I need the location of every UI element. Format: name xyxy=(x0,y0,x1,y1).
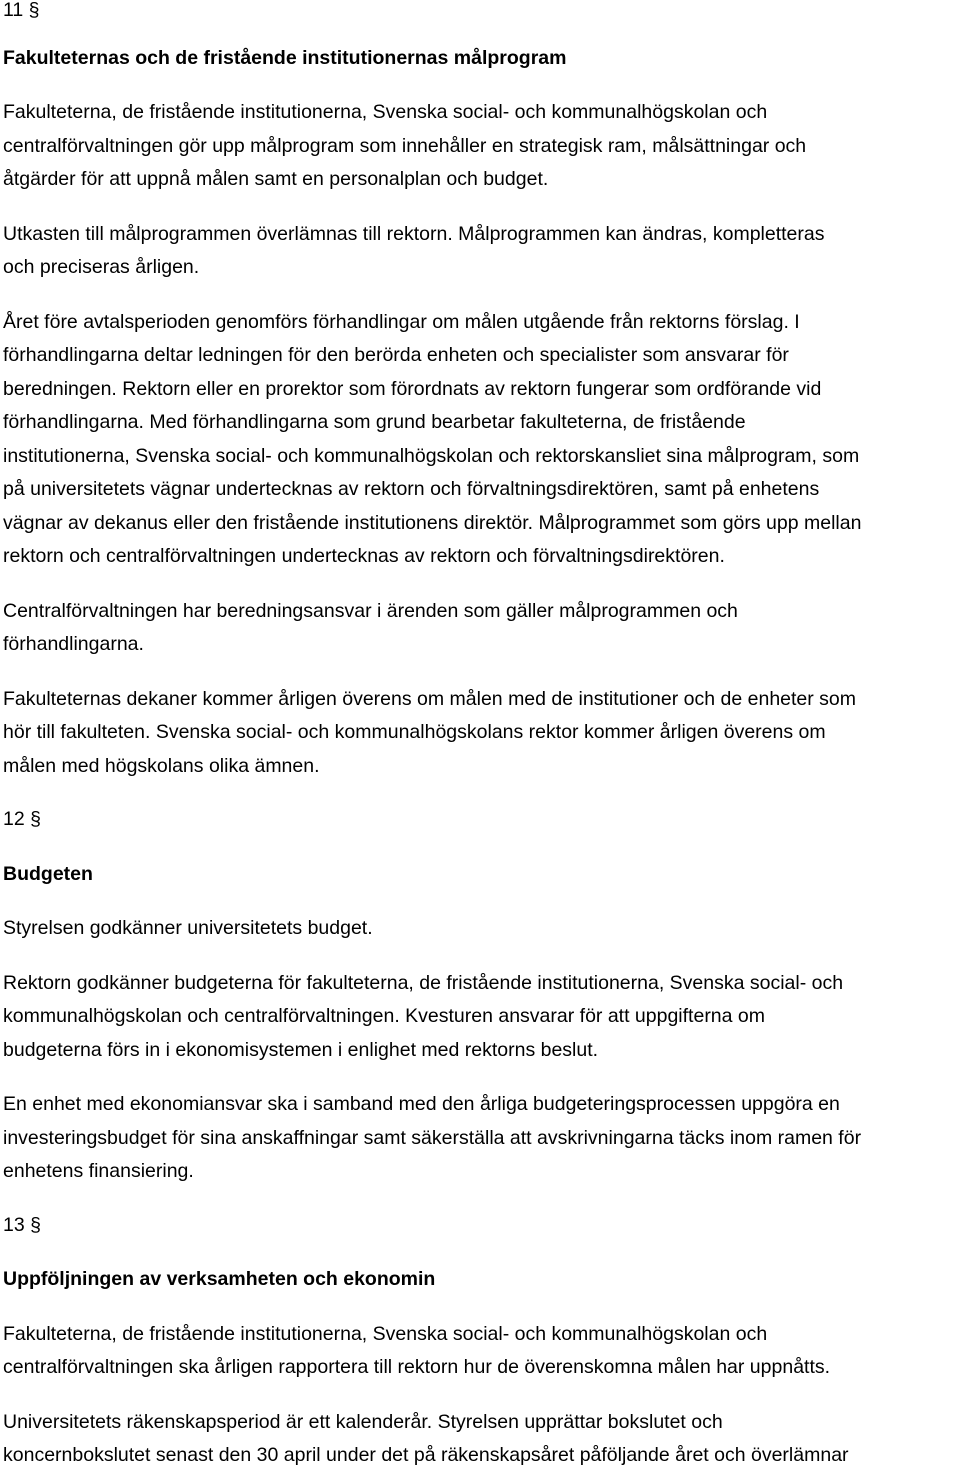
text-line: centralförvaltningen ska årligen rapportera till rektorn hur de överenskomna målen har uppnåtts. xyxy=(3,1356,831,1378)
text-line: vägnar av dekanus eller den fristående institutionens direktör. Målprogrammet som görs upp mellan xyxy=(3,511,862,534)
paragraph xyxy=(3,1406,955,1473)
paragraph xyxy=(3,683,955,784)
text-line: Utkasten till målprogrammen överlämnas till rektorn. Målprogrammen kan ändras, kompletteras xyxy=(3,222,825,245)
text-line: Universitetets räkenskapsperiod är ett kalenderår. Styrelsen upprättar bokslutet och xyxy=(3,1410,723,1433)
section-11 xyxy=(3,0,955,783)
section-13 xyxy=(3,1189,955,1473)
text-line: förhandlingarna deltar ledningen för den berörda enheten och specialister som ansvarar för xyxy=(3,344,789,366)
section-title: Uppföljningen av verksamheten och ekonomin xyxy=(3,1268,436,1290)
text-line: En enhet med ekonomiansvar ska i samband med den årliga budgeteringsprocessen uppgöra en xyxy=(3,1093,840,1115)
text-line: på universitetets vägnar undertecknas av rektorn och förvaltningsdirektören, samt på enhetens xyxy=(3,478,820,500)
section-12 xyxy=(3,783,955,1189)
paragraph xyxy=(3,912,955,946)
paragraph xyxy=(3,1318,955,1385)
section-number: 11 § xyxy=(3,0,40,21)
paragraph xyxy=(3,595,955,662)
text-line: hör till fakulteten. Svenska social- och kommunalhögskolans rektor kommer årligen överens om xyxy=(3,721,826,743)
text-line: rektorn och centralförvaltningen undertecknas av rektorn och förvaltningsdirektören. xyxy=(3,545,725,567)
section-number: 13 § xyxy=(3,1213,41,1236)
text-line: målen med högskolans olika ämnen. xyxy=(3,754,320,777)
paragraph xyxy=(3,306,955,574)
text-line: Fakulteterna, de fristående institutionerna, Svenska social- och kommunalhögskolan och xyxy=(3,101,768,123)
text-line: koncernbokslutet senast den 30 april under det på räkenskapsåret påföljande året och överlämnar xyxy=(3,1444,849,1466)
text-line: Fakulteterna, de fristående institutionerna, Svenska social- och kommunalhögskolan och xyxy=(3,1322,768,1345)
section-title: Budgeten xyxy=(3,862,93,885)
text-line: Året före avtalsperioden genomförs förhandlingar om målen utgående från rektorns förslag. I xyxy=(3,310,800,333)
text-line: kommunalhögskolan och centralförvaltningen. Kvesturen ansvarar för att uppgifterna om xyxy=(3,1005,766,1027)
text-line: Fakulteternas dekaner kommer årligen överens om målen med de institutioner och de enheter som xyxy=(3,687,857,710)
section-number: 12 § xyxy=(3,808,41,830)
text-line: beredningen. Rektorn eller en prorektor som förordnats av rektorn fungerar som ordförande vid xyxy=(3,377,822,400)
section-title: Fakulteternas och de fristående institutionernas målprogram xyxy=(3,46,567,69)
text-line: investeringsbudget för sina anskaffningar samt säkerställa att avskrivningarna täcks inom ramen för xyxy=(3,1126,862,1149)
text-line: enhetens finansiering. xyxy=(3,1160,194,1182)
paragraph xyxy=(3,96,955,197)
text-line: Rektorn godkänner budgeterna för fakulteterna, de fristående institutionerna, Svenska social- och xyxy=(3,971,844,994)
text-line: och preciseras årligen. xyxy=(3,256,200,278)
document-page xyxy=(3,0,955,1473)
paragraph xyxy=(3,1088,955,1189)
paragraph xyxy=(3,218,955,285)
text-line: förhandlingarna. xyxy=(3,633,144,655)
text-line: budgeterna förs in i ekonomisystemen i enlighet med rektorns beslut. xyxy=(3,1038,599,1061)
text-line: centralförvaltningen gör upp målprogram som innehåller en strategisk ram, målsättningar och xyxy=(3,134,807,157)
paragraph xyxy=(3,967,955,1068)
text-line: Styrelsen godkänner universitetets budget. xyxy=(3,917,373,939)
text-line: institutionerna, Svenska social- och kommunalhögskolan och rektorskansliet sina målprogram, som xyxy=(3,444,860,467)
text-line: åtgärder för att uppnå målen samt en personalplan och budget. xyxy=(3,168,549,190)
text-line: förhandlingarna. Med förhandlingarna som grund bearbetar fakulteterna, de fristående xyxy=(3,411,746,433)
text-line: Centralförvaltningen har beredningsansvar i ärenden som gäller målprogrammen och xyxy=(3,599,738,622)
